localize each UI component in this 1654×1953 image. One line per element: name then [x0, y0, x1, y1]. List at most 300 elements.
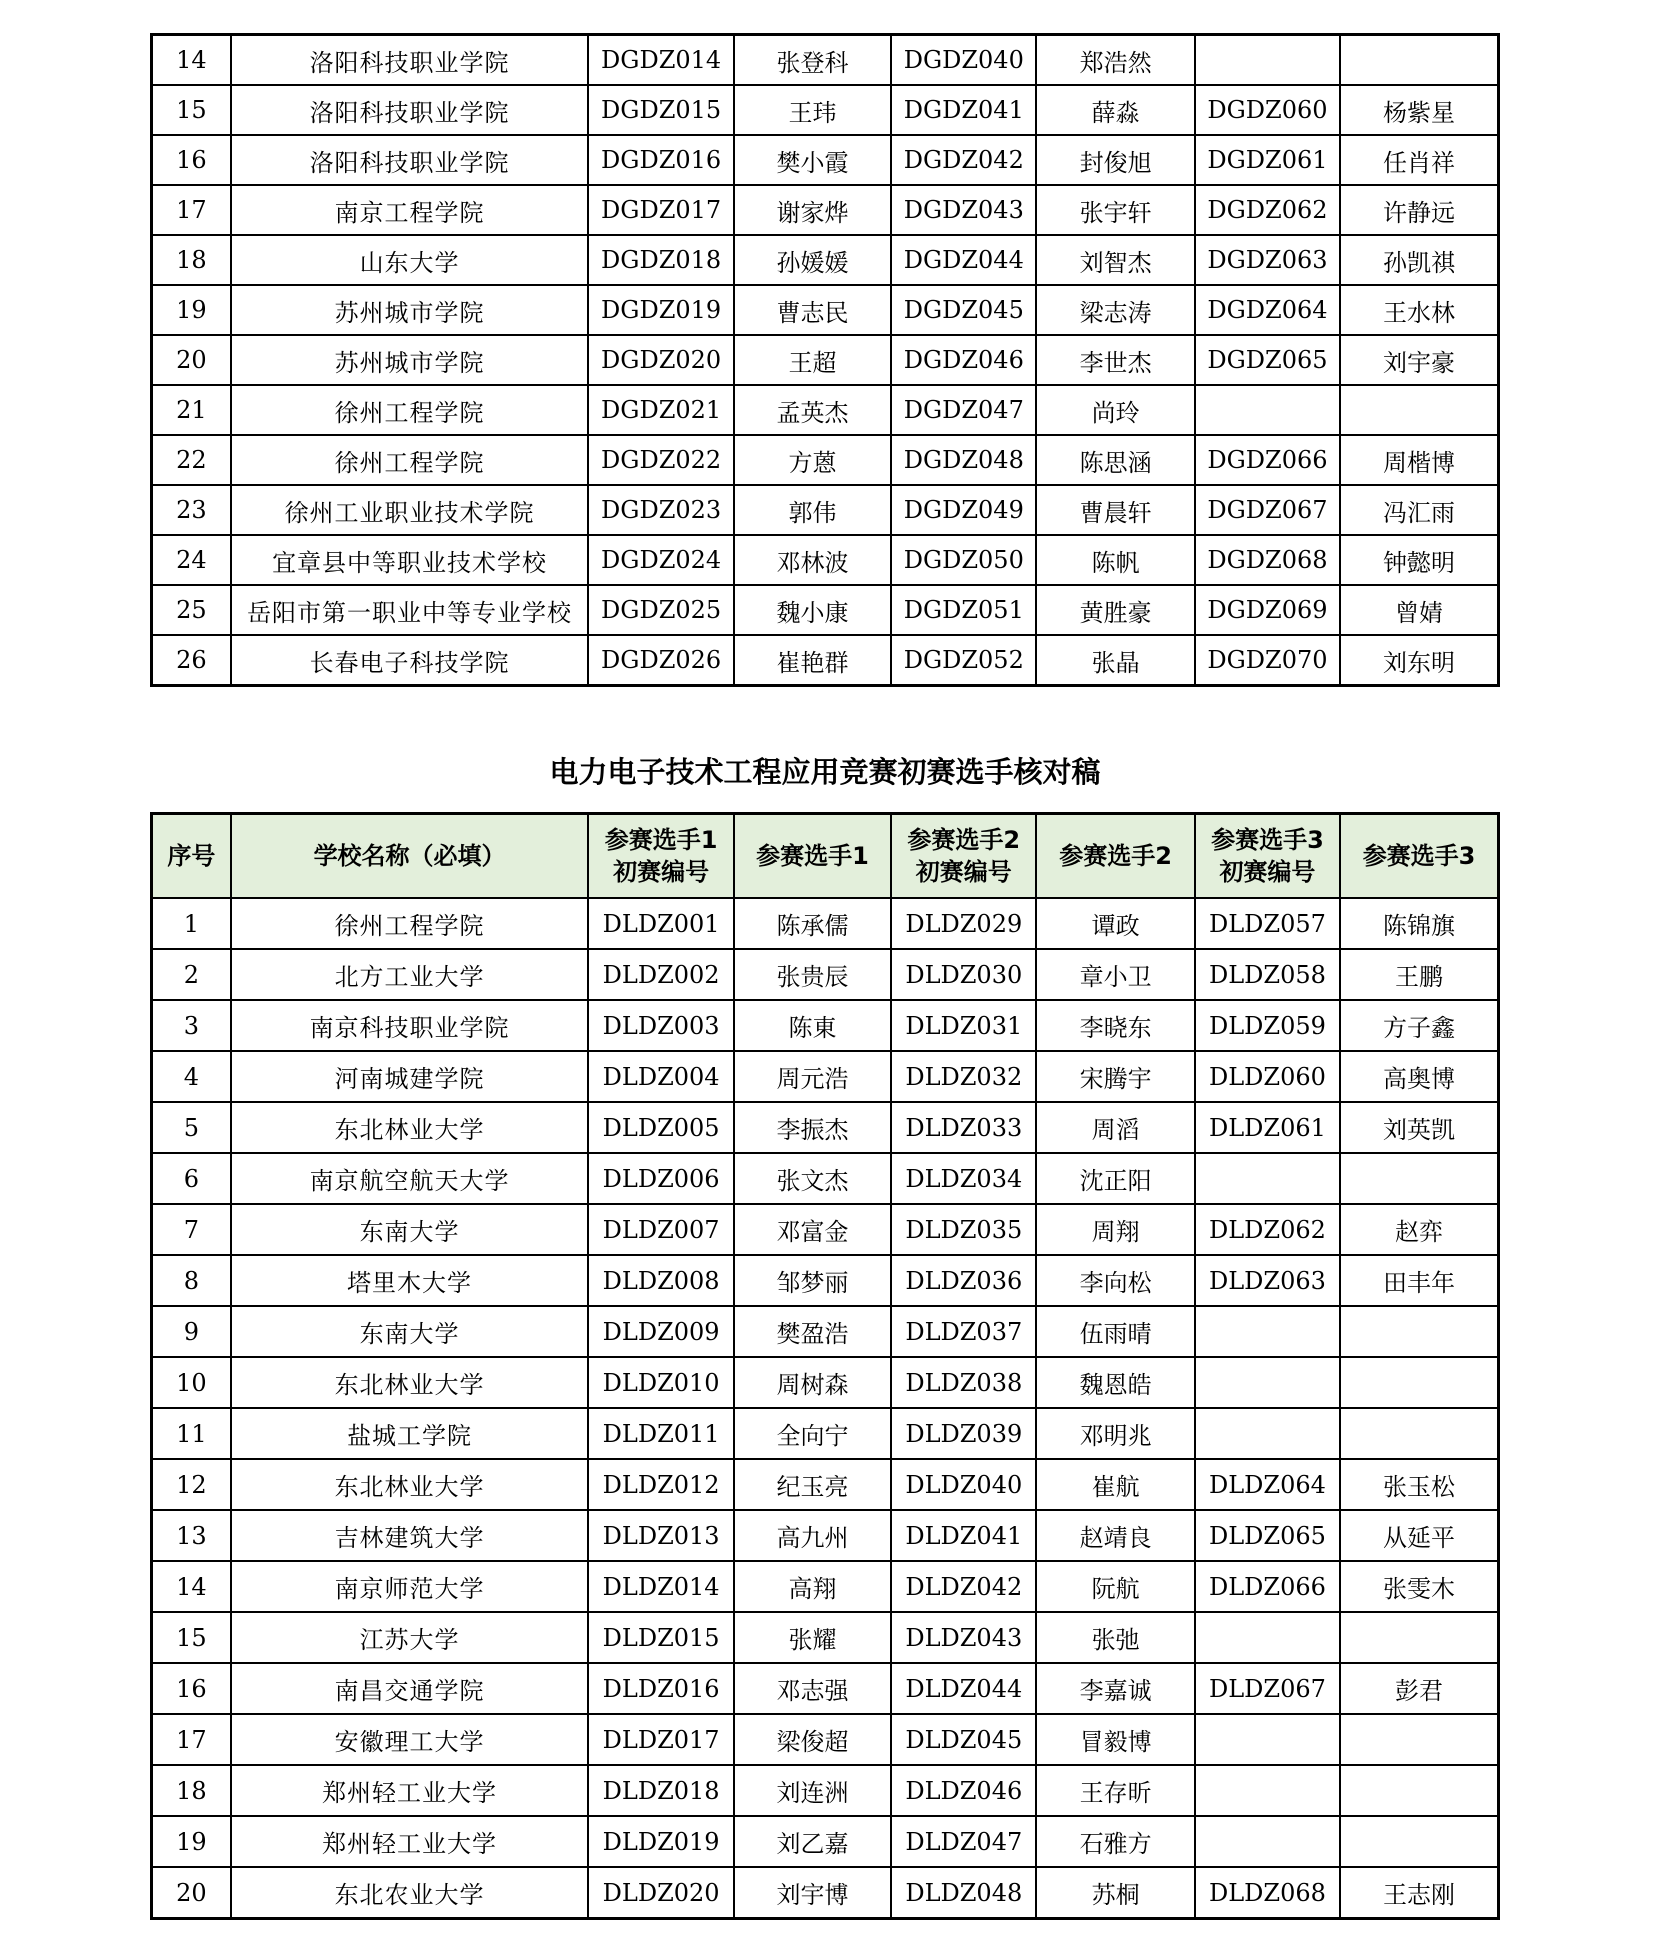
cell-player1: 刘宇博: [734, 1867, 891, 1919]
cell-id3: DGDZ064: [1195, 285, 1340, 335]
cell-player3: 杨紫星: [1340, 85, 1498, 135]
cell-id1: DGDZ023: [588, 485, 733, 535]
cell-id1: DGDZ021: [588, 385, 733, 435]
cell-player3: [1340, 1765, 1498, 1816]
cell-player1: 张登科: [734, 35, 891, 86]
cell-player3: 刘东明: [1340, 635, 1498, 686]
cell-player1: 孙媛媛: [734, 235, 891, 285]
cell-no: 24: [152, 535, 231, 585]
cell-school: 徐州工程学院: [231, 898, 589, 949]
cell-id1: DGDZ016: [588, 135, 733, 185]
cell-school: 东南大学: [231, 1204, 589, 1255]
cell-player2: 邓明兆: [1036, 1408, 1194, 1459]
cell-id2: DGDZ051: [891, 585, 1036, 635]
cell-player2: 黄胜豪: [1036, 585, 1194, 635]
cell-id1: DLDZ012: [588, 1459, 733, 1510]
cell-id2: DLDZ038: [891, 1357, 1036, 1408]
cell-player1: 曹志民: [734, 285, 891, 335]
cell-player3: 刘宇豪: [1340, 335, 1498, 385]
cell-player3: 彭君: [1340, 1663, 1498, 1714]
cell-school: 江苏大学: [231, 1612, 589, 1663]
cell-id3: DGDZ060: [1195, 85, 1340, 135]
cell-id3: DGDZ063: [1195, 235, 1340, 285]
cell-player1: 周元浩: [734, 1051, 891, 1102]
cell-id1: DLDZ009: [588, 1306, 733, 1357]
table-row: [152, 535, 1499, 585]
cell-player1: 樊盈浩: [734, 1306, 891, 1357]
table-row: [152, 1102, 1499, 1153]
cell-id2: DLDZ030: [891, 949, 1036, 1000]
cell-id3: [1195, 1612, 1340, 1663]
cell-id2: DGDZ042: [891, 135, 1036, 185]
cell-id2: DLDZ040: [891, 1459, 1036, 1510]
cell-id2: DLDZ035: [891, 1204, 1036, 1255]
cell-player2: 张宇轩: [1036, 185, 1194, 235]
cell-player2: 魏恩皓: [1036, 1357, 1194, 1408]
cell-id2: DGDZ043: [891, 185, 1036, 235]
header-id1-line2: 初赛编号: [613, 858, 710, 886]
cell-id1: DLDZ003: [588, 1000, 733, 1051]
cell-school: 宜章县中等职业技术学校: [231, 535, 589, 585]
table-row: [152, 1357, 1499, 1408]
table-row: [152, 1051, 1499, 1102]
cell-id3: DLDZ064: [1195, 1459, 1340, 1510]
header-no: 序号: [152, 814, 231, 899]
cell-id3: DGDZ068: [1195, 535, 1340, 585]
bottom-table-body: [152, 898, 1499, 1919]
cell-player3: 孙凯祺: [1340, 235, 1498, 285]
cell-no: 18: [152, 235, 231, 285]
cell-id2: DGDZ040: [891, 35, 1036, 86]
cell-player3: 王鹏: [1340, 949, 1498, 1000]
cell-player3: 方子鑫: [1340, 1000, 1498, 1051]
cell-player1: 周树森: [734, 1357, 891, 1408]
cell-id1: DLDZ005: [588, 1102, 733, 1153]
header-id3-line1: 参赛选手3: [1211, 826, 1324, 854]
table-row: [152, 1408, 1499, 1459]
cell-no: 15: [152, 1612, 231, 1663]
cell-id1: DGDZ026: [588, 635, 733, 686]
cell-player2: 阮航: [1036, 1561, 1194, 1612]
cell-id1: DLDZ001: [588, 898, 733, 949]
cell-player3: 陈锦旗: [1340, 898, 1498, 949]
cell-no: 4: [152, 1051, 231, 1102]
cell-no: 14: [152, 35, 231, 86]
cell-school: 北方工业大学: [231, 949, 589, 1000]
cell-id3: DLDZ063: [1195, 1255, 1340, 1306]
cell-school: 岳阳市第一职业中等专业学校: [231, 585, 589, 635]
cell-school: 郑州轻工业大学: [231, 1765, 589, 1816]
cell-id1: DLDZ013: [588, 1510, 733, 1561]
table-row: [152, 949, 1499, 1000]
cell-no: 3: [152, 1000, 231, 1051]
cell-id1: DGDZ017: [588, 185, 733, 235]
cell-id1: DLDZ011: [588, 1408, 733, 1459]
bottom-table: [150, 812, 1500, 1920]
cell-player1: 陈東: [734, 1000, 891, 1051]
cell-player3: 田丰年: [1340, 1255, 1498, 1306]
cell-id1: DGDZ022: [588, 435, 733, 485]
cell-school: 南京科技职业学院: [231, 1000, 589, 1051]
header-id1-line1: 参赛选手1: [604, 826, 718, 854]
table-row: [152, 1816, 1499, 1867]
cell-id1: DGDZ018: [588, 235, 733, 285]
cell-id2: DLDZ032: [891, 1051, 1036, 1102]
table-row: [152, 385, 1499, 435]
table-row: [152, 1561, 1499, 1612]
cell-id1: DLDZ010: [588, 1357, 733, 1408]
cell-player2: 陈帆: [1036, 535, 1194, 585]
cell-player2: 李向松: [1036, 1255, 1194, 1306]
cell-no: 2: [152, 949, 231, 1000]
cell-player1: 高翔: [734, 1561, 891, 1612]
cell-id3: [1195, 1408, 1340, 1459]
cell-id1: DLDZ006: [588, 1153, 733, 1204]
cell-no: 26: [152, 635, 231, 686]
header-id2-line1: 参赛选手2: [907, 826, 1021, 854]
cell-school: 徐州工程学院: [231, 435, 589, 485]
section-title: 电力电子技术工程应用竞赛初赛选手核对稿: [549, 755, 1101, 789]
cell-id2: DLDZ037: [891, 1306, 1036, 1357]
cell-player3: 钟懿明: [1340, 535, 1498, 585]
cell-school: 苏州城市学院: [231, 335, 589, 385]
cell-player2: 封俊旭: [1036, 135, 1194, 185]
top-table-body: [152, 35, 1499, 686]
cell-id3: [1195, 1765, 1340, 1816]
cell-no: 17: [152, 185, 231, 235]
cell-id1: DLDZ002: [588, 949, 733, 1000]
cell-id2: DLDZ034: [891, 1153, 1036, 1204]
cell-school: 东北林业大学: [231, 1357, 589, 1408]
table-row: [152, 235, 1499, 285]
cell-player2: 沈正阳: [1036, 1153, 1194, 1204]
cell-player1: 张耀: [734, 1612, 891, 1663]
cell-player1: 张贵辰: [734, 949, 891, 1000]
cell-id3: [1195, 1816, 1340, 1867]
cell-id2: DLDZ039: [891, 1408, 1036, 1459]
cell-id3: DGDZ069: [1195, 585, 1340, 635]
cell-school: 南京师范大学: [231, 1561, 589, 1612]
cell-id2: DGDZ050: [891, 535, 1036, 585]
cell-id2: DGDZ048: [891, 435, 1036, 485]
cell-school: 长春电子科技学院: [231, 635, 589, 686]
header-id3-line2: 初赛编号: [1219, 858, 1316, 886]
cell-school: 盐城工学院: [231, 1408, 589, 1459]
cell-id2: DGDZ049: [891, 485, 1036, 535]
cell-player2: 章小卫: [1036, 949, 1194, 1000]
cell-player1: 孟英杰: [734, 385, 891, 435]
cell-player1: 李振杰: [734, 1102, 891, 1153]
cell-id3: DLDZ060: [1195, 1051, 1340, 1102]
cell-no: 18: [152, 1765, 231, 1816]
cell-player2: 陈思涵: [1036, 435, 1194, 485]
cell-player3: 周楷博: [1340, 435, 1498, 485]
cell-id2: DGDZ044: [891, 235, 1036, 285]
cell-id2: DLDZ042: [891, 1561, 1036, 1612]
cell-id2: DLDZ036: [891, 1255, 1036, 1306]
cell-id1: DLDZ007: [588, 1204, 733, 1255]
cell-no: 10: [152, 1357, 231, 1408]
cell-id3: DGDZ070: [1195, 635, 1340, 686]
cell-id2: DLDZ047: [891, 1816, 1036, 1867]
cell-player1: 魏小康: [734, 585, 891, 635]
cell-player2: 张弛: [1036, 1612, 1194, 1663]
cell-player3: 赵弈: [1340, 1204, 1498, 1255]
cell-id3: [1195, 385, 1340, 435]
cell-player1: 邹梦丽: [734, 1255, 891, 1306]
header-id1: [588, 814, 733, 899]
cell-school: 徐州工业职业技术学院: [231, 485, 589, 535]
table-row: [152, 1000, 1499, 1051]
table-row: [152, 435, 1499, 485]
cell-id2: DGDZ045: [891, 285, 1036, 335]
cell-no: 15: [152, 85, 231, 135]
cell-player2: 王存昕: [1036, 1765, 1194, 1816]
cell-player1: 郭伟: [734, 485, 891, 535]
cell-school: 南京工程学院: [231, 185, 589, 235]
cell-no: 22: [152, 435, 231, 485]
cell-player3: 从延平: [1340, 1510, 1498, 1561]
cell-school: 安徽理工大学: [231, 1714, 589, 1765]
cell-id1: DLDZ017: [588, 1714, 733, 1765]
header-id2: [891, 814, 1036, 899]
cell-player1: 王玮: [734, 85, 891, 135]
table-row: [152, 85, 1499, 135]
cell-player2: 谭政: [1036, 898, 1194, 949]
cell-id3: [1195, 1306, 1340, 1357]
cell-player2: 尚玲: [1036, 385, 1194, 435]
cell-player2: 周翔: [1036, 1204, 1194, 1255]
cell-no: 14: [152, 1561, 231, 1612]
header-school: 学校名称（必填）: [231, 814, 589, 899]
cell-player2: 梁志涛: [1036, 285, 1194, 335]
cell-id3: [1195, 1714, 1340, 1765]
cell-school: 东北林业大学: [231, 1459, 589, 1510]
cell-no: 17: [152, 1714, 231, 1765]
cell-id3: DLDZ058: [1195, 949, 1340, 1000]
cell-player2: 郑浩然: [1036, 35, 1194, 86]
cell-player1: 王超: [734, 335, 891, 385]
cell-id1: DGDZ025: [588, 585, 733, 635]
header-id3: [1195, 814, 1340, 899]
cell-school: 河南城建学院: [231, 1051, 589, 1102]
cell-id1: DLDZ018: [588, 1765, 733, 1816]
table-row: [152, 1765, 1499, 1816]
table-row: [152, 1663, 1499, 1714]
cell-player2: 崔航: [1036, 1459, 1194, 1510]
cell-id1: DGDZ024: [588, 535, 733, 585]
cell-school: 南京航空航天大学: [231, 1153, 589, 1204]
cell-player3: [1340, 1153, 1498, 1204]
cell-school: 洛阳科技职业学院: [231, 135, 589, 185]
header-p2: 参赛选手2: [1036, 814, 1194, 899]
cell-id2: DLDZ041: [891, 1510, 1036, 1561]
cell-id3: [1195, 1357, 1340, 1408]
cell-id2: DLDZ031: [891, 1000, 1036, 1051]
cell-no: 16: [152, 135, 231, 185]
cell-id1: DLDZ004: [588, 1051, 733, 1102]
cell-player1: 梁俊超: [734, 1714, 891, 1765]
cell-player1: 全向宁: [734, 1408, 891, 1459]
table-row: [152, 1510, 1499, 1561]
cell-player3: 冯汇雨: [1340, 485, 1498, 535]
table-row: [152, 1255, 1499, 1306]
cell-no: 8: [152, 1255, 231, 1306]
cell-school: 塔里木大学: [231, 1255, 589, 1306]
cell-player3: [1340, 1714, 1498, 1765]
cell-player2: 刘智杰: [1036, 235, 1194, 285]
cell-player2: 伍雨晴: [1036, 1306, 1194, 1357]
table-row: [152, 1153, 1499, 1204]
cell-id3: DGDZ062: [1195, 185, 1340, 235]
cell-player3: 刘英凯: [1340, 1102, 1498, 1153]
cell-player2: 冒毅博: [1036, 1714, 1194, 1765]
cell-id3: DLDZ059: [1195, 1000, 1340, 1051]
cell-player1: 纪玉亮: [734, 1459, 891, 1510]
table-row: [152, 1612, 1499, 1663]
cell-no: 13: [152, 1510, 231, 1561]
cell-id3: DGDZ066: [1195, 435, 1340, 485]
cell-id3: DLDZ068: [1195, 1867, 1340, 1919]
cell-id3: [1195, 35, 1340, 86]
table-row: [152, 135, 1499, 185]
cell-school: 南昌交通学院: [231, 1663, 589, 1714]
cell-school: 东北林业大学: [231, 1102, 589, 1153]
cell-id2: DLDZ043: [891, 1612, 1036, 1663]
cell-id1: DGDZ015: [588, 85, 733, 135]
table-row: [152, 635, 1499, 686]
cell-player2: 苏桐: [1036, 1867, 1194, 1919]
table-row: [152, 1714, 1499, 1765]
cell-id1: DLDZ015: [588, 1612, 733, 1663]
cell-id2: DLDZ029: [891, 898, 1036, 949]
cell-id1: DLDZ014: [588, 1561, 733, 1612]
cell-id2: DLDZ044: [891, 1663, 1036, 1714]
cell-id3: DLDZ062: [1195, 1204, 1340, 1255]
table-row: [152, 485, 1499, 535]
cell-no: 19: [152, 285, 231, 335]
header-p3: 参赛选手3: [1340, 814, 1498, 899]
cell-no: 23: [152, 485, 231, 535]
cell-id3: DLDZ057: [1195, 898, 1340, 949]
cell-school: 洛阳科技职业学院: [231, 35, 589, 86]
cell-player2: 周滔: [1036, 1102, 1194, 1153]
cell-school: 吉林建筑大学: [231, 1510, 589, 1561]
table-row: [152, 1204, 1499, 1255]
cell-no: 16: [152, 1663, 231, 1714]
cell-id2: DGDZ041: [891, 85, 1036, 135]
cell-id2: DLDZ033: [891, 1102, 1036, 1153]
cell-id3: DGDZ067: [1195, 485, 1340, 535]
cell-player3: 任肖祥: [1340, 135, 1498, 185]
table-row: [152, 585, 1499, 635]
cell-id3: DLDZ065: [1195, 1510, 1340, 1561]
cell-player3: 张玉松: [1340, 1459, 1498, 1510]
cell-id2: DGDZ052: [891, 635, 1036, 686]
cell-school: 洛阳科技职业学院: [231, 85, 589, 135]
cell-player1: 崔艳群: [734, 635, 891, 686]
cell-no: 11: [152, 1408, 231, 1459]
cell-player1: 樊小霞: [734, 135, 891, 185]
cell-id3: DLDZ066: [1195, 1561, 1340, 1612]
cell-player2: 石雅方: [1036, 1816, 1194, 1867]
cell-player2: 薛淼: [1036, 85, 1194, 135]
cell-id2: DLDZ048: [891, 1867, 1036, 1919]
cell-player3: 王志刚: [1340, 1867, 1498, 1919]
cell-id1: DGDZ019: [588, 285, 733, 335]
cell-no: 19: [152, 1816, 231, 1867]
cell-player2: 李晓东: [1036, 1000, 1194, 1051]
cell-player3: 王水林: [1340, 285, 1498, 335]
cell-player1: 邓志强: [734, 1663, 891, 1714]
cell-id3: DGDZ065: [1195, 335, 1340, 385]
cell-id2: DLDZ046: [891, 1765, 1036, 1816]
cell-no: 20: [152, 1867, 231, 1919]
cell-player2: 李嘉诚: [1036, 1663, 1194, 1714]
cell-school: 徐州工程学院: [231, 385, 589, 435]
cell-player3: [1340, 1816, 1498, 1867]
cell-no: 9: [152, 1306, 231, 1357]
top-table: [150, 33, 1500, 687]
cell-player3: 张雯木: [1340, 1561, 1498, 1612]
cell-player2: 李世杰: [1036, 335, 1194, 385]
cell-player2: 张晶: [1036, 635, 1194, 686]
cell-id2: DLDZ045: [891, 1714, 1036, 1765]
cell-no: 7: [152, 1204, 231, 1255]
cell-no: 6: [152, 1153, 231, 1204]
cell-id1: DLDZ016: [588, 1663, 733, 1714]
cell-id3: DGDZ061: [1195, 135, 1340, 185]
cell-player1: 陈承儒: [734, 898, 891, 949]
cell-id1: DGDZ014: [588, 35, 733, 86]
table-row: [152, 898, 1499, 949]
cell-player3: 高奥博: [1340, 1051, 1498, 1102]
cell-school: 东北农业大学: [231, 1867, 589, 1919]
cell-id1: DLDZ020: [588, 1867, 733, 1919]
header-id2-line2: 初赛编号: [915, 858, 1012, 886]
header-row: [152, 814, 1499, 899]
cell-player1: 邓富金: [734, 1204, 891, 1255]
cell-player1: 高九州: [734, 1510, 891, 1561]
table-row: [152, 35, 1499, 86]
cell-player1: 张文杰: [734, 1153, 891, 1204]
cell-id2: DGDZ047: [891, 385, 1036, 435]
cell-id1: DGDZ020: [588, 335, 733, 385]
cell-no: 25: [152, 585, 231, 635]
cell-school: 苏州城市学院: [231, 285, 589, 335]
cell-player3: 许静远: [1340, 185, 1498, 235]
cell-player2: 赵靖良: [1036, 1510, 1194, 1561]
table-row: [152, 335, 1499, 385]
cell-player1: 谢家烨: [734, 185, 891, 235]
cell-player3: [1340, 385, 1498, 435]
cell-player3: [1340, 1408, 1498, 1459]
cell-school: 郑州轻工业大学: [231, 1816, 589, 1867]
cell-no: 21: [152, 385, 231, 435]
cell-player2: 曹晨轩: [1036, 485, 1194, 535]
cell-player3: [1340, 35, 1498, 86]
cell-player3: [1340, 1306, 1498, 1357]
cell-player3: 曾婧: [1340, 585, 1498, 635]
cell-id1: DLDZ019: [588, 1816, 733, 1867]
cell-player3: [1340, 1612, 1498, 1663]
table-row: [152, 1306, 1499, 1357]
cell-no: 1: [152, 898, 231, 949]
cell-no: 5: [152, 1102, 231, 1153]
cell-id3: DLDZ061: [1195, 1102, 1340, 1153]
cell-player1: 方蒽: [734, 435, 891, 485]
cell-id3: [1195, 1153, 1340, 1204]
